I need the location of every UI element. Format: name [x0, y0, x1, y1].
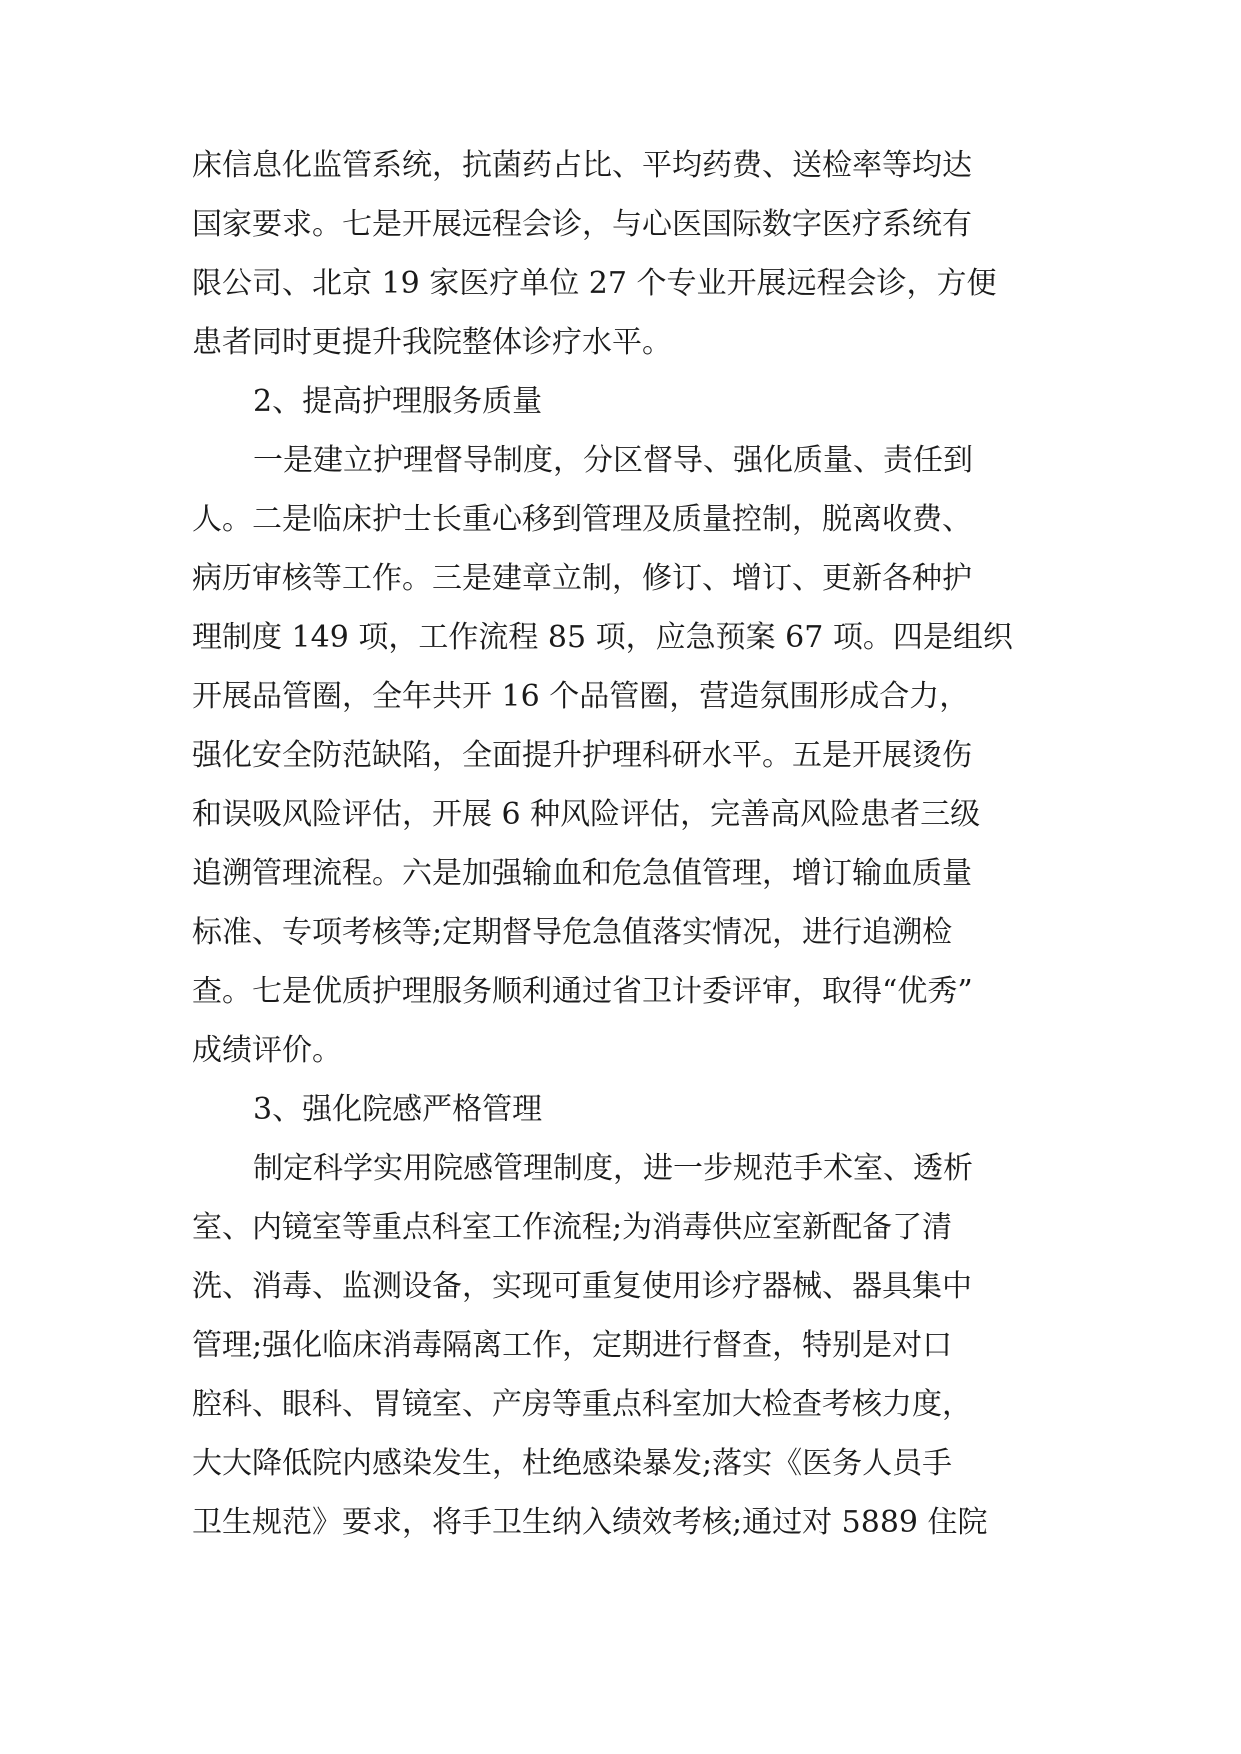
text-line: 限公司、北京 19 家医疗单位 27 个专业开展远程会诊，方便: [192, 266, 997, 301]
paragraph-first-line: 制定科学实用院感管理制度，进一步规范手术室、透析: [253, 1151, 973, 1186]
text-line: 卫生规范》要求，将手卫生纳入绩效考核;通过对 5889 住院: [192, 1505, 988, 1540]
section-heading: 2、提高护理服务质量: [253, 384, 543, 419]
text-line: 查。七是优质护理服务顺利通过省卫计委评审，取得“优秀”: [192, 974, 973, 1009]
text-line: 病历审核等工作。三是建章立制，修订、增订、更新各种护: [192, 561, 972, 596]
paragraph-first-line: 一是建立护理督导制度，分区督导、强化质量、责任到: [253, 443, 973, 478]
text-line: 管理;强化临床消毒隔离工作，定期进行督查，特别是对口: [192, 1328, 953, 1363]
text-line: 理制度 149 项，工作流程 85 项，应急预案 67 项。四是组织: [192, 620, 1013, 655]
text-line: 强化安全防范缺陷，全面提升护理科研水平。五是开展烫伤: [192, 738, 972, 773]
text-line: 洗、消毒、监测设备，实现可重复使用诊疗器械、器具集中: [192, 1269, 972, 1304]
text-line: 标准、专项考核等;定期督导危急值落实情况，进行追溯检: [192, 915, 953, 950]
text-line: 患者同时更提升我院整体诊疗水平。: [192, 325, 672, 360]
text-line: 腔科、眼科、胃镜室、产房等重点科室加大检查考核力度，: [192, 1387, 972, 1422]
text-line: 成绩评价。: [192, 1033, 342, 1068]
text-line: 人。二是临床护士长重心移到管理及质量控制，脱离收费、: [192, 502, 972, 537]
text-line: 追溯管理流程。六是加强输血和危急值管理，增订输血质量: [192, 856, 972, 891]
section-heading: 3、强化院感严格管理: [253, 1092, 543, 1127]
text-line: 大大降低院内感染发生，杜绝感染暴发;落实《医务人员手: [192, 1446, 953, 1481]
text-line: 国家要求。七是开展远程会诊，与心医国际数字医疗系统有: [192, 207, 972, 242]
text-line: 床信息化监管系统，抗菌药占比、平均药费、送检率等均达: [192, 148, 972, 183]
text-line: 室、内镜室等重点科室工作流程;为消毒供应室新配备了清: [192, 1210, 953, 1245]
text-line: 开展品管圈，全年共开 16 个品管圈，营造氛围形成合力，: [192, 679, 970, 714]
text-line: 和误吸风险评估，开展 6 种风险评估，完善高风险患者三级: [192, 797, 981, 832]
